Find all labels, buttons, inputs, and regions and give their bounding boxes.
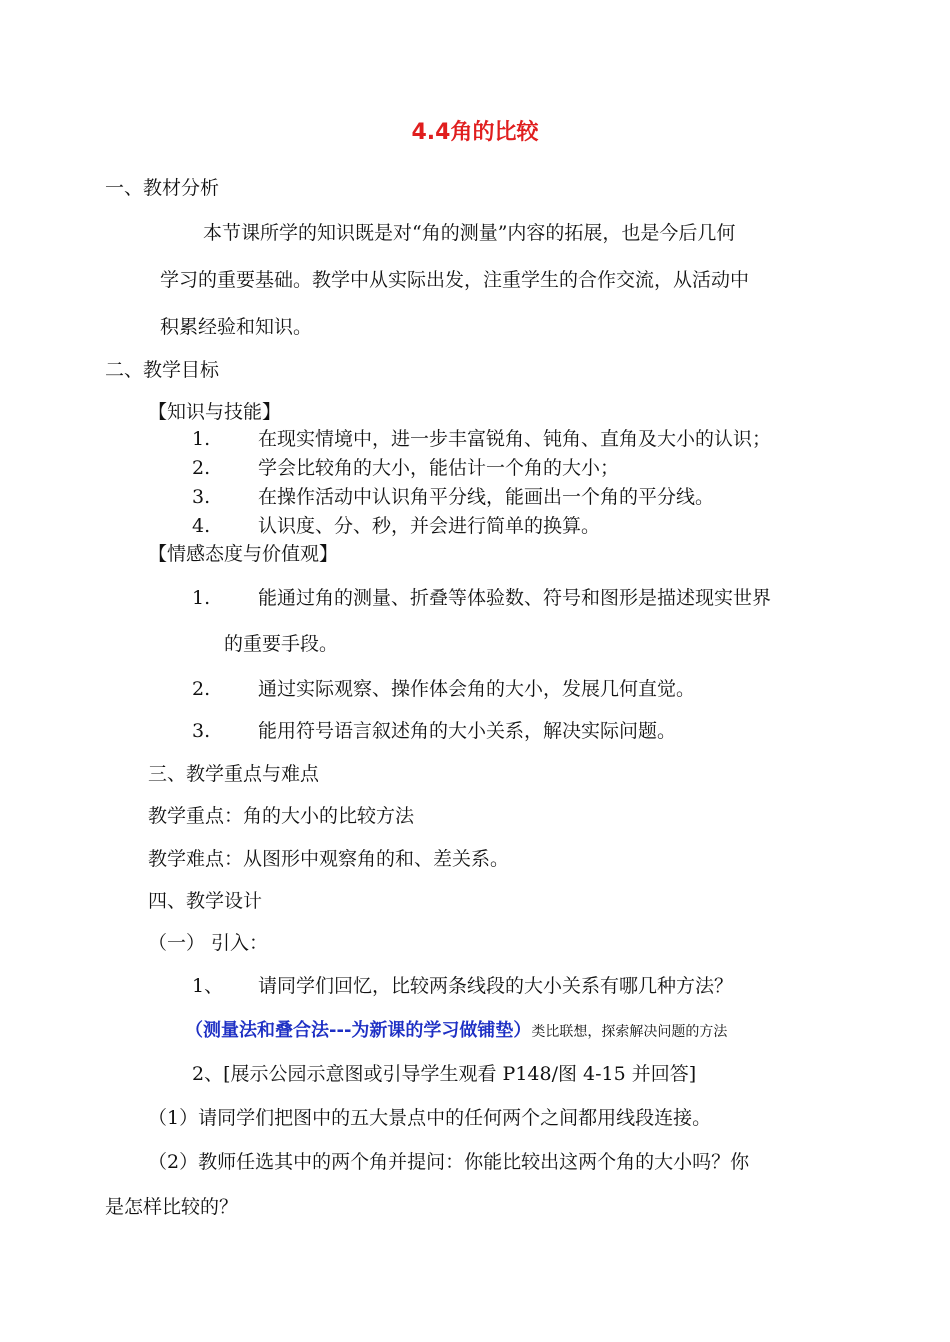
list-item — [192, 677, 695, 701]
list-item — [192, 514, 600, 538]
list-text: 能用符号语言叙述角的大小关系，解决实际问题。 — [258, 720, 677, 742]
list-item — [192, 456, 619, 480]
list-text-continued: 的重要手段。 — [224, 633, 339, 655]
list-text: 学会比较角的大小，能估计一个角的大小； — [258, 457, 620, 479]
subsection-heading: （一） 引入： — [148, 932, 269, 954]
document-title: 4.4角的比较 — [411, 120, 539, 145]
section-1-heading: 一、教材分析 — [105, 177, 220, 199]
teaching-difficulty: 教学难点：从图形中观察角的和、差关系。 — [148, 848, 510, 870]
list-number: 1. — [192, 587, 211, 609]
knowledge-heading: 【知识与技能】 — [148, 401, 282, 423]
section-3-heading: 三、教学重点与难点 — [148, 763, 320, 785]
sub-question-2-continued: 是怎样比较的？ — [105, 1196, 239, 1218]
paragraph-line: 学习的重要基础。教学中从实际出发，注重学生的合作交流，从活动中 — [160, 269, 750, 291]
list-number: 2. — [192, 678, 211, 700]
teaching-key-point: 教学重点：角的大小的比较方法 — [148, 805, 415, 827]
question-item — [192, 974, 733, 998]
list-text: 在操作活动中认识角平分线，能画出一个角的平分线。 — [258, 486, 715, 508]
list-number: 3. — [192, 720, 211, 742]
list-number: 1. — [192, 428, 211, 450]
section-4-heading: 四、教学设计 — [148, 890, 263, 912]
note-annotation: 类比联想，探索解决问题的方法 — [531, 1024, 728, 1040]
list-text: 认识度、分、秒，并会进行简单的换算。 — [258, 515, 601, 537]
list-item — [192, 485, 714, 509]
paragraph-line: 本节课所学的知识既是对“角的测量”内容的拓展，也是今后几何 — [203, 222, 736, 244]
question-item-2: 2、[展示公园示意图或引导学生观看 P148/图 4-15 并回答] — [192, 1063, 697, 1085]
list-text: 能通过角的测量、折叠等体验数、符号和图形是描述现实世界 — [258, 587, 772, 609]
sub-question-2: （2）教师任选其中的两个角并提问：你能比较出这两个角的大小吗？你 — [148, 1151, 750, 1173]
list-number: 2. — [192, 457, 211, 479]
teaching-note — [185, 1018, 727, 1044]
emotion-heading: 【情感态度与价值观】 — [148, 543, 339, 565]
list-text: 通过实际观察、操作体会角的大小，发展几何直觉。 — [258, 678, 696, 700]
list-item — [192, 586, 771, 610]
highlighted-note: （测量法和叠合法---为新课的学习做铺垫） — [185, 1020, 532, 1041]
section-2-heading: 二、教学目标 — [105, 359, 220, 381]
question-number: 1、 — [192, 975, 224, 997]
list-item — [192, 719, 676, 743]
list-item — [192, 427, 771, 451]
list-number: 4. — [192, 515, 211, 537]
sub-question-1: （1）请同学们把图中的五大景点中的任何两个之间都用线段连接。 — [148, 1107, 712, 1129]
list-text: 在现实情境中，进一步丰富锐角、钝角、直角及大小的认识； — [258, 428, 772, 450]
list-number: 3. — [192, 486, 211, 508]
paragraph-line: 积累经验和知识。 — [160, 316, 313, 338]
question-text: 请同学们回忆，比较两条线段的大小关系有哪几种方法？ — [258, 975, 734, 997]
